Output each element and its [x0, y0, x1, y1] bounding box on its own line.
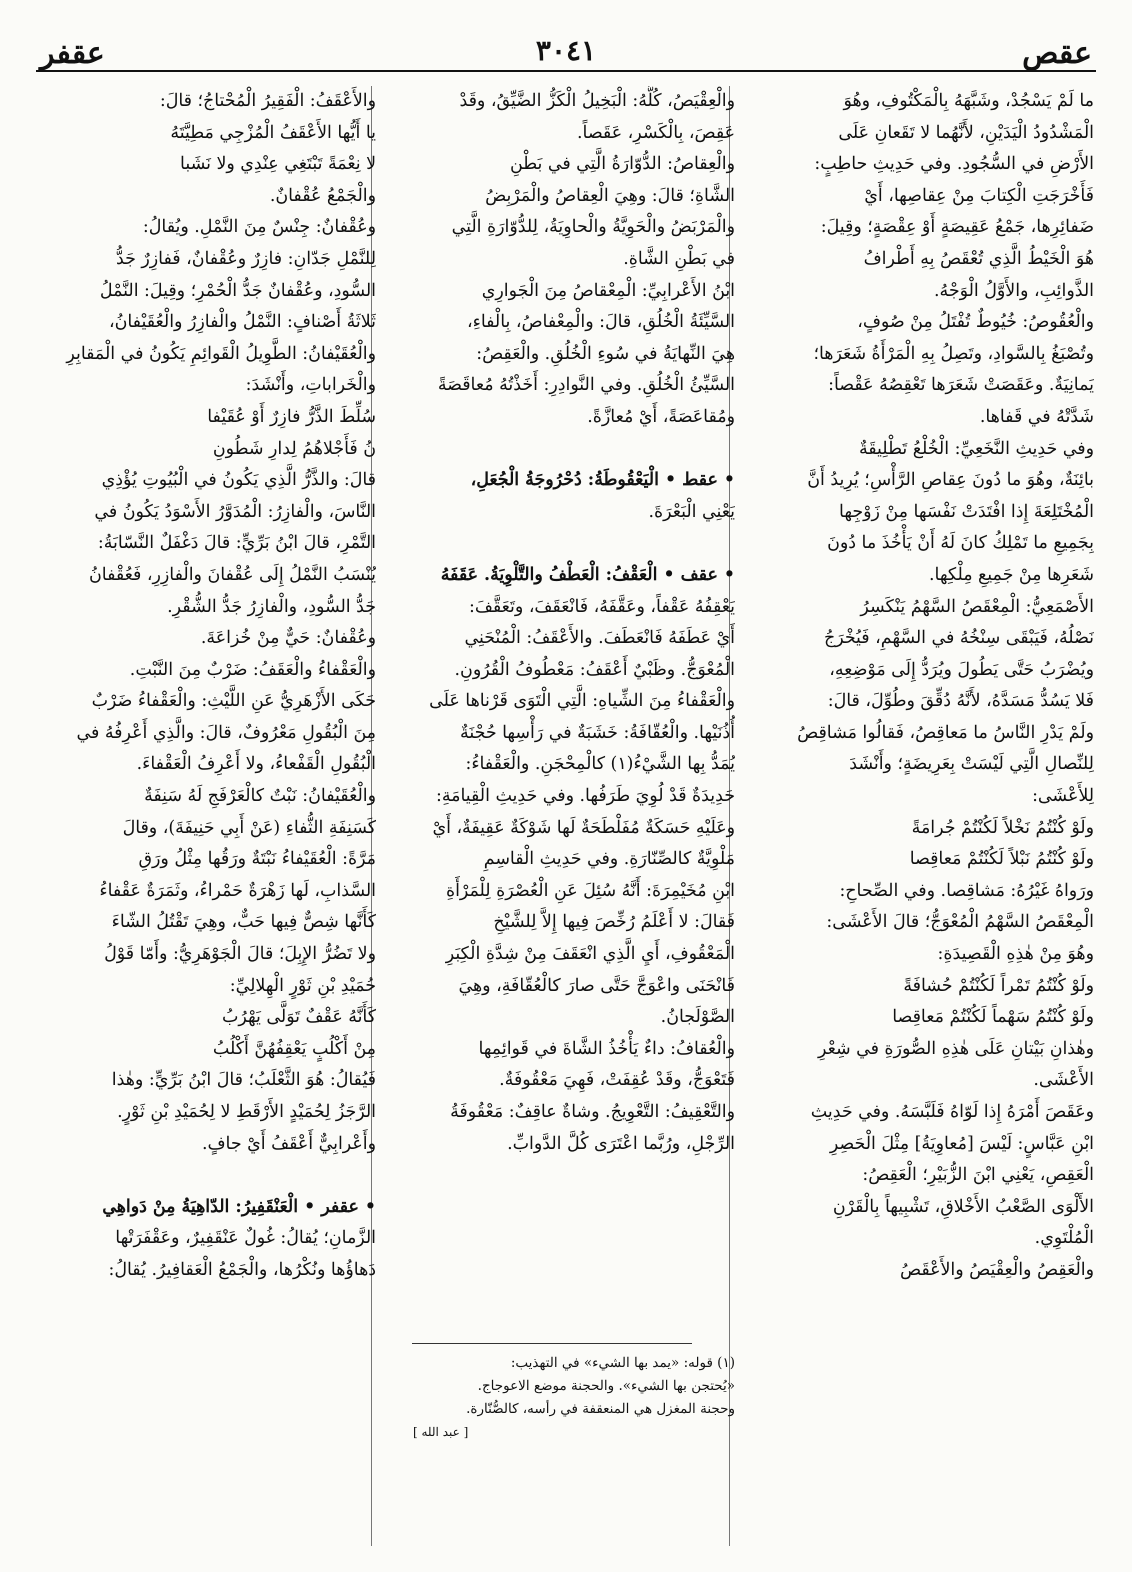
text-line: لِلأَعْشَى: — [1032, 786, 1094, 807]
text-line: النَّاسَ، والْفازِرُ: الْمُدَوَّرُ الأَسْوَدُ يَكُونُ في — [94, 501, 376, 522]
text-line: والْعَقْفاءُ والْعَقَفُ: ضَرْبٌ مِنَ النَّبْتِ. — [129, 659, 376, 680]
text-line: أَيْ عَطَفَهُ فَانْعَطَفَ. والأَعْقَفُ: الْمُنْحَنِي — [464, 628, 735, 649]
text-line: بائِنَةٌ، وهُوَ ما دُونَ عِقاصِ الرَّأْسِ؛ يُرِيدُ أَنَّ — [807, 470, 1094, 491]
text-line — [46, 1160, 376, 1192]
text-line: الأَعْشَى. — [1033, 1070, 1094, 1091]
text-line: مِنْ أَكْلُبٍ يَعْقِفُهُنَّ أَكْلُبُ — [212, 1038, 376, 1059]
text-line: حُمَيْدِ بْنِ ثَوْرٍ الْهِلالِيِّ: — [229, 975, 376, 996]
text-line: حَدِيدَةٌ قَدْ لُوِيَ طَرَفُها. وفي حَدِيثِ الْقِيامَةِ: — [435, 786, 735, 807]
text-line: نَصْلُهُ، فَيَبْقَى سِنْخُهُ في السَّهْمِ، فَيُخْرَجُ — [824, 628, 1094, 649]
text-line: الصَّوْلَجانُ. — [660, 1007, 735, 1028]
text-line: الْبُقُولِ الْقَفْعاءُ، ولا أَعْرِفُ الْعَقْفاءَ. — [136, 754, 376, 775]
text-line: الْمِعْقَصُ السَّهْمُ الْمُعْوَجُّ؛ قالَ الأَعْشَى: — [826, 912, 1094, 933]
text-line: نُ فَأَجْلاهُمُ لِدارِ شَطُونِ — [212, 438, 376, 459]
text-line: يُمَدُّ بِها الشَّيْءُ(١) كالْمِحْجَنِ. والْعَقْفاءُ: — [465, 754, 735, 775]
text-line: الْمُعْوَجُّ. وظَبْيٌ أَعْقَفُ: مَعْطُوفُ الْقُرُونِ. — [454, 659, 735, 680]
text-column-middle — [413, 86, 735, 1546]
text-line: فَانْحَنَى واعْوَجَّ حَتَّى صارَ كالْعُقّافَةِ، وهِيَ — [458, 975, 735, 996]
text-line: ضَفائِرِها، جَمْعُ عَقِيصَةٍ أَوْ عِقْصَةٍ؛ وقِيلَ: — [820, 217, 1094, 238]
text-column-right — [772, 86, 1094, 1546]
text-line: حَكَى الأَزْهَرِيُّ عَنِ اللَّيْثِ: والْعَقْفاءُ ضَرْبٌ — [91, 691, 376, 712]
text-line: قالَ: والذَّرُّ الَّذِي يَكُونُ في الْبُيُوتِ يُؤْذِي — [101, 470, 376, 491]
text-line: ولَمْ يَدْرِ النَّاسُ ما مَعاقِصُ، فَقالُوا مَشاقِصُ — [797, 722, 1094, 743]
header-rule — [36, 70, 1096, 72]
text-line: شَدَّتْهُ في قَفاها. — [979, 406, 1094, 427]
text-line: لِلنِّصالِ الَّتِي لَيْسَتْ بِعَرِيضَةٍ؛ وأَنْشَدَ — [849, 754, 1094, 775]
text-line — [413, 434, 735, 466]
page-number: ٣٠٤١ — [535, 34, 597, 67]
text-line: وهٰذانِ بَيْتانِ عَلَى هٰذِهِ الصُّورَةِ في شِعْرِ — [818, 1038, 1094, 1059]
text-line: عَقِصَ، بِالْكَسْرِ، عَقَصاً. — [577, 122, 735, 143]
text-line: الشَّاةِ؛ قالَ: وهِيَ الْعِقاصُ والْمَرْبِضُ — [485, 185, 735, 206]
text-line: ولا تَضُرُّ الإِبِلَ؛ قالَ الْجَوْهَرِيُّ: وأَمّا قَوْلُ — [104, 944, 376, 965]
text-line: والْعُقَيْفانُ: الطَّوِيلُ الْقَوائِمِ يَكُونُ في الْمَقابِرِ — [66, 343, 376, 364]
text-line: أُذُنَيْها. والْعُقّافَةُ: خَشَبَةٌ في رَأْسِها حُجْنَةٌ — [460, 722, 735, 743]
text-line: السَّيِّئُ الْخُلُقِ. وفي النَّوادِرِ: أَخَذْتُهُ مُعاقَصَةً — [437, 375, 735, 396]
text-line: مِنَ الْبُقُولِ مَعْرُوفٌ، قالَ: والَّذِي أَعْرِفُهُ في — [76, 722, 376, 743]
text-line: يَمانِيَةٌ. وعَقَصَتْ شَعَرَها تَعْقِصُهُ عَقْصاً: — [828, 375, 1094, 396]
text-line: دَهاؤُها ونُكْرُها، والْجَمْعُ الْعَقافِيرُ. يُقالُ: — [108, 1259, 376, 1280]
text-line: والْمَرْبَضُ والْحَوِيَّةُ والْحاوِيَةُ، لِلدُّوّارَةِ الَّتِي — [451, 217, 735, 238]
text-line: كَأَنَّهُ عَقْفٌ تَوَلَّى يَهْرُبُ — [222, 1007, 376, 1028]
text-line: والْعِقْيَصُ، كُلُّهُ: الْبَخِيلُ الْكَزُّ الضَّيِّقُ، وقَدْ — [459, 91, 735, 111]
text-line: والْخَراباتِ، وأَنْشَدَ: — [245, 375, 376, 396]
text-line: والْعُقَيْفانُ: نَبْتٌ كالْعَرْفَجِ لَهُ سَنِفَةٌ — [144, 786, 376, 807]
footnote-rule — [412, 1343, 692, 1344]
text-line: لا نِعْمَةً تَبْتَغِي عِنْدِي ولا نَشَبا — [180, 154, 376, 175]
text-line: ويُضْرَبُ حَتَّى يَطُولَ ويُرَدُّ إِلَى مَوْضِعِهِ، — [829, 659, 1094, 680]
text-line: الأَرْضِ في السُّجُودِ. وفي حَدِيثِ حاطِبٍ: — [814, 154, 1094, 175]
text-line: ولَوْ كُنْتُمُ نَخْلاً لَكُنْتُمْ جُرامَةً — [911, 817, 1094, 838]
footnote-line: «يُحتجن بها الشيء». والحجنة موضع الاعوجاج. — [477, 1378, 735, 1394]
header-right-word: عقص — [1022, 36, 1092, 71]
text-line: الرِّجْلِ، ورُبَّما اعْتَرَى كُلَّ الدَّوابِّ. — [507, 1133, 735, 1154]
text-line: وعُقْفانٌ: حَيٌّ مِنْ خُزاعَةَ. — [200, 628, 376, 649]
text-line: والْعُقافُ: داءٌ يَأْخُذُ الشَّاةَ في قَوائِمِها — [478, 1038, 735, 1059]
header-left-word: عقفر — [40, 36, 105, 71]
text-line: ولَوْ كُنْتُمُ تَمْراً لَكُنْتُمْ حُشافَةً — [903, 975, 1094, 996]
text-line: وعَقَصَ أَمْرَهُ إِذا لَوّاهُ فَلَبَّسَهُ. وفي حَدِيثِ — [810, 1102, 1094, 1122]
text-line: الذَّوائِبِ، والأَوَّلُ الْوَجْهُ. — [934, 280, 1094, 301]
text-line: يَعْنِي الْبَعْرَةَ. — [648, 501, 735, 522]
text-line: الْمُخْتَلِعَةَ إِذا افْتَدَتْ نَفْسَها مِنْ زَوْجِها — [839, 501, 1094, 522]
text-line: في بَطْنِ الشَّاةِ. — [623, 248, 735, 269]
text-line: السُّودِ، وعُقْفانٌ جَدُّ الْحُمْرِ؛ وقِيلَ: النَّمْلُ — [99, 280, 376, 301]
text-line: ولَوْ كُنْتُمُ نَبْلاً لَكُنْتُمْ مَعاقِصا — [909, 849, 1094, 870]
text-line: السَّذابِ، لَها زَهْرَةٌ حَمْراءُ، وثَمَرَةٌ عَقْفاءُ — [99, 880, 376, 901]
text-line: كَأَنَّها شِصٌّ فِيها حَبٌّ، وهِيَ تَقْتُلُ الشّاءَ — [111, 912, 376, 933]
text-line: فَيُقالُ: هُوَ الثَّعْلَبُ؛ قالَ ابْنُ بَرِّيٍّ: وهٰذا — [111, 1070, 376, 1091]
text-line: سُلِّطَ الذَّرُّ فازِرٌ أَوْ عُقَيْفا — [207, 406, 376, 427]
text-line: الرَّجَزُ لِحُمَيْدٍ الأَرْقَطِ لا لِحُمَيْدِ بْنِ ثَوْرٍ. — [117, 1102, 376, 1122]
text-line: الْعَقِصِ، يَعْنِي ابْنَ الزُّبَيْرِ؛ الْعَقِصُ: — [862, 1165, 1094, 1186]
text-line: وعَلَيْهِ حَسَكَةٌ مُفَلْطَحَةٌ لَها شَوْكَةٌ عَقِيفَةٌ، أَيْ — [432, 817, 735, 838]
footnote-line: (١) قوله: «يمد بها الشيء» في التهذيب: — [510, 1355, 735, 1371]
text-line: يُنْسَبُ النَّمْلُ إِلَى عُقْفانَ والْفازِرِ، فَعُقْفانُ — [89, 564, 376, 585]
text-line: ابْنِ مُخَيْمِرَةَ: أَنَّهُ سُئِلَ عَنِ الْعُصْرَةِ لِلْمَرْأَةِ — [445, 880, 735, 901]
text-line: مَلْوِيَّةٌ كالصِّنّارَةِ. وفي حَدِيثِ الْقاسِمِ — [483, 849, 735, 870]
text-line: • عقفر • الْعَنْقَفِيرُ: الدّاهِيَةُ مِنْ دَواهِي — [102, 1196, 376, 1217]
text-line: وهُوَ مِنْ هٰذِهِ الْقَصِيدَةِ: — [937, 944, 1094, 965]
text-line: ورَواهُ غَيْرُهُ: مَشاقِصا. وفي الصِّحاحِ: — [839, 880, 1094, 901]
text-line: • عقط • الْيَعْقُوطَةُ: دُحْرُوجَةُ الْجُعَلِ، — [470, 470, 735, 491]
text-line: كَسَنِفَةِ الثُّفاءِ (عَنْ أَبِي حَنِيفَةَ)، وقالَ — [122, 817, 376, 838]
text-line: وفي حَدِيثِ النَّخَعِيِّ: الْخُلْعُ تَطْلِيقَةٌ — [858, 438, 1094, 459]
text-line: ولَوْ كُنْتُمُ سَهْماً لَكُنْتُمْ مَعاقِصا — [892, 1007, 1094, 1028]
text-line: والأَعْقَفُ: الْفَقِيرُ الْمُحْتاجُ؛ قالَ: — [159, 91, 376, 111]
text-line: ما لَمْ يَسْجُدْ، وشَبَّهَهُ بِالْمَكْتُوفِ، وهُوَ — [843, 91, 1094, 111]
text-line: يا أَيُّها الأَعْقَفُ الْمُزْجِي مَطِيَّتَهُ — [170, 122, 376, 143]
text-line: فَتَعْوَجُّ، وقَدْ عُقِفَتْ، فَهِيَ مَعْقُوفَةٌ. — [499, 1070, 735, 1091]
text-line: الأَلْوَى الصَّعْبُ الأَخْلاقِ، تَشْبِيهاً بِالْقَرْنِ — [832, 1196, 1094, 1217]
text-line: والْعَقِصُ والْعِقْيَصُ والأَعْقَصُ — [900, 1259, 1094, 1280]
text-line: مَرَّةً: الْعُقَيْفاءُ نَبْتَةٌ ورَقُها مِثْلُ ورَقِ — [138, 849, 376, 870]
footnote-line: وحجنة المغزل هي المنعقفة في رأسه، كالصُّنّارة. — [466, 1401, 735, 1417]
footnote-signature: [ عبد الله ] — [413, 1425, 469, 1439]
text-line: والْعَقْفاءُ مِنَ الشِّياهِ: الَّتِي الْتَوَى قَرْناها عَلَى — [429, 691, 735, 712]
text-line: ابْنِ عَبَّاسٍ: لَيْسَ [مُعاوِيَةُ] مِثْلَ الْحَصِرِ — [829, 1133, 1094, 1154]
text-line: والتَّعْقِيفُ: التَّعْوِيجُ. وشاةٌ عاقِفٌ: مَعْقُوفَةُ — [450, 1102, 735, 1122]
text-line — [413, 528, 735, 560]
footnote — [413, 1352, 735, 1444]
text-line: الأَصْمَعِيُّ: الْمِعْقَصُ السَّهْمُ يَنْكَسِرُ — [860, 596, 1094, 617]
text-line: السَّيِّئَةُ الْخُلُقِ، قالَ: والْمِعْفاصُ، بِالْفاءِ، — [467, 312, 735, 333]
text-line: وأَعْرابِيٌّ أَعْقَفُ أَيْ جافٍ. — [201, 1133, 376, 1154]
text-line: ابْنُ الأَعْرابِيِّ: الْمِعْقاصُ مِنَ الْجَوارِي — [481, 280, 735, 301]
text-line: فَلا يَسُدُّ مَسَدَّهُ، لأَنَّهُ دُقِّقَ وطُوِّلَ، قالَ: — [827, 691, 1094, 712]
text-line: يَعْقِفُهُ عَقْفاً، وعَقَّفَهُ، فَانْعَقَفَ، وتَعَقَّفَ: — [469, 596, 735, 617]
text-line: وتُصْبَغُ بِالسَّوادِ، وتَصِلُ بِهِ الْمَرْأَةُ شَعَرَها؛ — [813, 343, 1094, 364]
text-line: • عقف • الْعَقْفُ: الْعَطْفُ والتَّلْوِيَةُ. عَقَفَهُ — [440, 564, 735, 585]
text-line: ثَلاثَةُ أَصْنافٍ: النَّمْلُ والْفازِرُ والْعُقَيْفانُ، — [109, 312, 376, 333]
text-line: التَّمْرِ، قالَ ابْنُ بَرِّيٍّ: قالَ دَغْفَلٌ النَّسّابَةُ: — [97, 533, 376, 554]
text-line: الْمُلْتَوِي. — [1034, 1228, 1094, 1249]
text-line: والْعُقُوصُ: خُيُوطٌ تُفْتَلُ مِنْ صُوفٍ، — [857, 312, 1094, 333]
text-line: جَدُّ السُّودِ، والْفازِرُ جَدُّ الشُّقْرِ. — [167, 596, 376, 617]
text-line: شَعَرِها مِنْ جَمِيعِ مِلْكِها. — [929, 564, 1094, 585]
text-line: والْجَمْعُ عُقْفانٌ. — [269, 185, 376, 206]
text-line: هُوَ الْخَيْطُ الَّذِي تُعْقَصُ بِهِ أَطْرافُ — [863, 248, 1094, 269]
text-line: الزَّمانِ؛ يُقالُ: غُولٌ عَنْقَفِيرٌ، وعَقْفَرَتْها — [115, 1228, 376, 1249]
text-line: الْمَعْقُوفِ، أَيِ الَّذِي انْعَقَفَ مِنْ شِدَّةِ الْكِبَرِ — [445, 944, 735, 965]
text-column-left — [46, 86, 376, 1546]
page-header — [0, 22, 1132, 76]
text-line: فَقالَ: لا أَعْلَمُ رُخِّصَ فِيها إِلاَّ لِلشَّيْخِ — [493, 912, 735, 933]
text-line: فَأَخْرَجَتِ الْكِتابَ مِنْ عِقاصِها، أَيْ — [864, 185, 1094, 206]
text-line: لِلنَّمْلِ جَدّانِ: فازِرٌ وعُقْفانٌ، فَفازِرٌ جَدُّ — [115, 248, 376, 269]
text-line: ومُقاعَصَةً، أَيْ مُعازَّةً. — [587, 406, 735, 427]
text-line: بِجَمِيعِ ما تَمْلِكُ كانَ لَهُ أَنْ يَأْخُذَ ما دُونَ — [827, 533, 1094, 554]
text-line: هِيَ النِّهايَةُ في سُوءِ الْخُلُقِ. والْعَقِصُ: — [476, 343, 735, 364]
text-line: والْعِقاصُ: الدُّوّارَةُ الَّتِي في بَطْنِ — [509, 154, 735, 175]
text-line: وعُقْفانٌ: جِنْسٌ مِنَ النَّمْلِ. ويُقالُ: — [142, 217, 376, 238]
text-line: الْمَشْدُودُ الْيَدَيْنِ، لأَنَّهُما لا تَقَعانِ عَلَى — [838, 122, 1094, 143]
